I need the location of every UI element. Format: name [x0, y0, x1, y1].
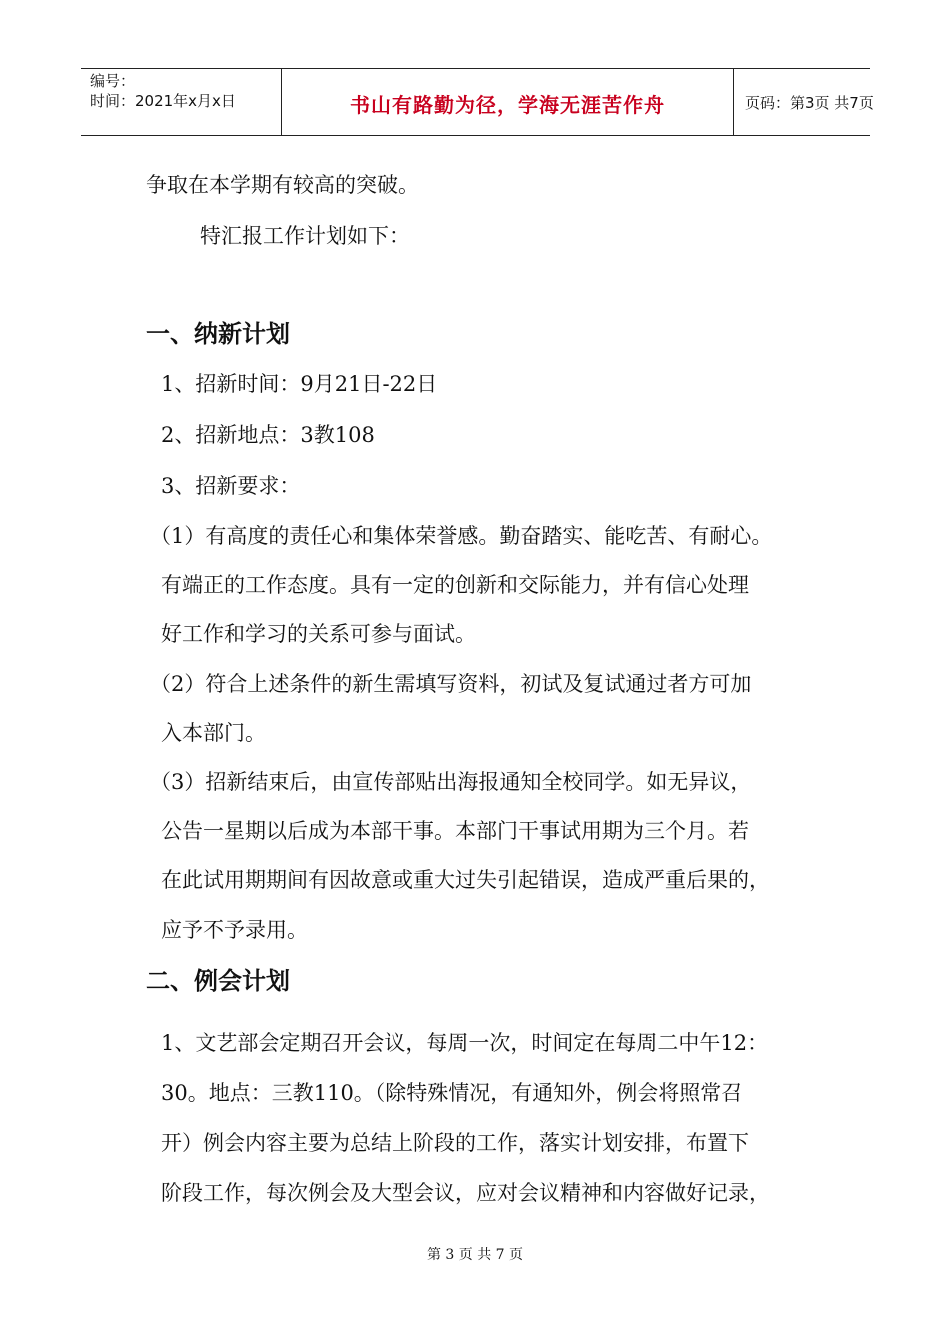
requirement-1-line-2: 有端正的工作态度。具有一定的创新和交际能力，并有信心处理 — [161, 573, 749, 597]
page-footer: 第 3 页 共 7 页 — [426, 1247, 524, 1263]
document-header — [81, 68, 874, 136]
meeting-paragraph-line-2: 30。地点：三教110。（除特殊情况，有通知外，例会将照常召 — [161, 1081, 743, 1105]
intro-line-2: 特汇报工作计划如下： — [200, 224, 410, 248]
document-number-label: 编号： — [90, 72, 136, 90]
recruit-time-item: 1、招新时间：9月21日-22日 — [161, 372, 438, 396]
requirement-1-line-1: （1）有高度的责任心和集体荣誉感。勤奋踏实、能吃苦、有耐心。 — [150, 524, 773, 548]
meeting-paragraph-line-4: 阶段工作，每次例会及大型会议，应对会议精神和内容做好记录， — [161, 1181, 770, 1205]
header-motto-cell — [281, 69, 734, 135]
header-page-cell — [734, 69, 874, 135]
requirement-1-line-3: 好工作和学习的关系可参与面试。 — [161, 622, 476, 646]
requirement-3-line-4: 应予不予录用。 — [161, 918, 308, 942]
meeting-paragraph-line-3: 开）例会内容主要为总结上阶段的工作，落实计划安排，布置下 — [161, 1131, 749, 1155]
meeting-paragraph-line-1: 1、文艺部会定期召开会议，每周一次，时间定在每周二中午12： — [161, 1031, 769, 1055]
requirement-2-line-2: 入本部门。 — [161, 721, 266, 745]
requirement-3-line-2: 公告一星期以后成为本部干事。本部门干事试用期为三个月。若 — [161, 819, 749, 843]
header-motto: 书山有路勤为径，学海无涯苦作舟 — [350, 93, 665, 117]
recruit-location-item: 2、招新地点：3教108 — [161, 423, 375, 447]
section-heading-recruitment: 一、纳新计划 — [146, 320, 290, 348]
requirement-2-line-1: （2）符合上述条件的新生需填写资料，初试及复试通过者方可加 — [150, 672, 752, 696]
recruit-requirements-item: 3、招新要求： — [161, 474, 301, 498]
intro-line-1: 争取在本学期有较高的突破。 — [146, 173, 419, 197]
requirement-3-line-3: 在此试用期期间有因故意或重大过失引起错误，造成严重后果的， — [161, 868, 770, 892]
document-date-label: 时间：2021年x月x日 — [90, 92, 236, 110]
section-heading-meetings: 二、例会计划 — [146, 967, 290, 995]
requirement-3-line-1: （3）招新结束后，由宣传部贴出海报通知全校同学。如无异议， — [150, 770, 752, 794]
header-meta-cell — [81, 69, 281, 135]
header-page-info: 页码：第3页 共7页 — [745, 94, 874, 112]
